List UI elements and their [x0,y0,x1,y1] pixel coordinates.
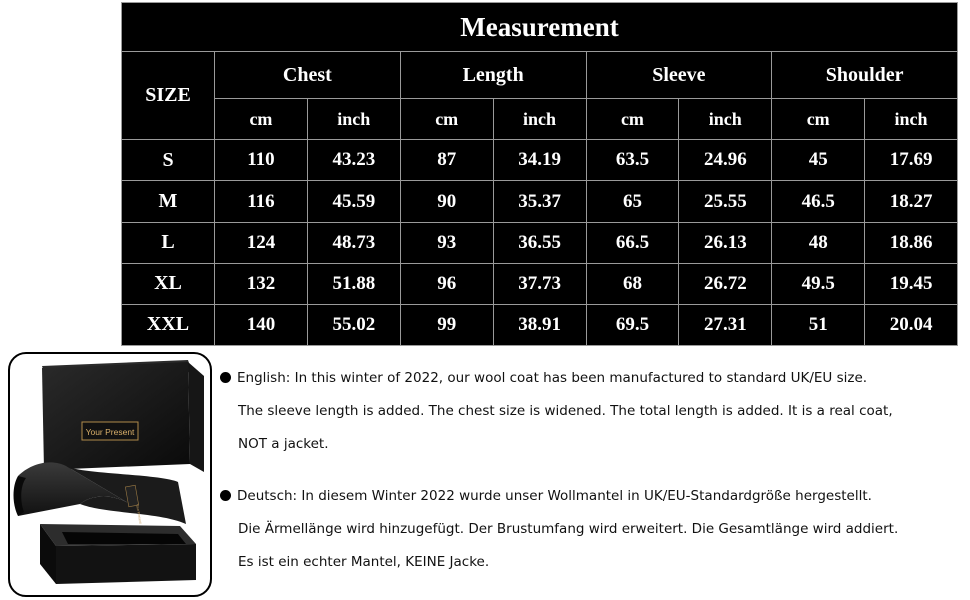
card-label-text: Your Present [135,503,143,524]
value-cell: 93 [400,222,493,263]
gift-box-illustration [10,354,210,595]
unit-inch: inch [493,99,586,140]
value-cell: 65 [586,181,679,222]
value-cell: 110 [215,140,308,181]
value-cell: 66.5 [586,222,679,263]
length-header: Length [400,52,586,99]
value-cell: 26.72 [679,263,772,304]
value-cell: 34.19 [493,140,586,181]
table-row [122,263,958,304]
value-cell: 25.55 [679,181,772,222]
value-cell: 27.31 [679,304,772,345]
size-header: SIZE [122,52,215,140]
german-line-2: Die Ärmellänge wird hinzugefügt. Der Brustumfang wird erweitert. Die Gesamtlänge wird addiert. [238,521,899,537]
english-description [220,362,968,461]
size-cell: XXL [122,304,215,345]
value-cell: 38.91 [493,304,586,345]
value-cell: 19.45 [865,263,958,304]
unit-inch: inch [307,99,400,140]
chest-header: Chest [215,52,401,99]
value-cell: 116 [215,181,308,222]
measurement-table [121,2,958,346]
value-cell: 18.86 [865,222,958,263]
unit-cm: cm [772,99,865,140]
value-cell: 37.73 [493,263,586,304]
value-cell: 20.04 [865,304,958,345]
value-cell: 17.69 [865,140,958,181]
bullet-icon [220,372,231,383]
value-cell: 24.96 [679,140,772,181]
value-cell: 48 [772,222,865,263]
size-cell: S [122,140,215,181]
value-cell: 49.5 [772,263,865,304]
value-cell: 51.88 [307,263,400,304]
value-cell: 69.5 [586,304,679,345]
table-row [122,140,958,181]
table-row [122,304,958,345]
table-title: Measurement [122,3,958,52]
value-cell: 124 [215,222,308,263]
german-line-3: Es ist ein echter Mantel, KEINE Jacke. [238,554,490,570]
value-cell: 51 [772,304,865,345]
value-cell: 18.27 [865,181,958,222]
value-cell: 36.55 [493,222,586,263]
value-cell: 55.02 [307,304,400,345]
german-description [220,480,968,579]
value-cell: 140 [215,304,308,345]
value-cell: 68 [586,263,679,304]
table-row [122,222,958,263]
value-cell: 48.73 [307,222,400,263]
value-cell: 43.23 [307,140,400,181]
bullet-icon [220,490,231,501]
size-cell: M [122,181,215,222]
english-line-1: English: In this winter of 2022, our wool coat has been manufactured to standard UK/EU size. [237,370,868,386]
value-cell: 87 [400,140,493,181]
unit-cm: cm [400,99,493,140]
table-row [122,181,958,222]
sleeve-header: Sleeve [586,52,772,99]
german-line-1: Deutsch: In diesem Winter 2022 wurde unser Wollmantel in UK/EU-Standardgröße hergestellt. [237,488,872,504]
size-cell: XL [122,263,215,304]
unit-inch: inch [865,99,958,140]
size-cell: L [122,222,215,263]
value-cell: 132 [215,263,308,304]
value-cell: 63.5 [586,140,679,181]
size-table [121,2,958,346]
unit-cm: cm [586,99,679,140]
value-cell: 35.37 [493,181,586,222]
unit-cm: cm [215,99,308,140]
gift-box-photo [8,352,212,597]
value-cell: 45 [772,140,865,181]
english-line-2: The sleeve length is added. The chest size is widened. The total length is added. It is a real coat, [238,403,893,419]
value-cell: 99 [400,304,493,345]
value-cell: 26.13 [679,222,772,263]
shoulder-header: Shoulder [772,52,958,99]
value-cell: 90 [400,181,493,222]
english-line-3: NOT a jacket. [238,436,329,452]
value-cell: 45.59 [307,181,400,222]
value-cell: 46.5 [772,181,865,222]
unit-inch: inch [679,99,772,140]
box-label-text: Your Present [85,427,135,437]
value-cell: 96 [400,263,493,304]
